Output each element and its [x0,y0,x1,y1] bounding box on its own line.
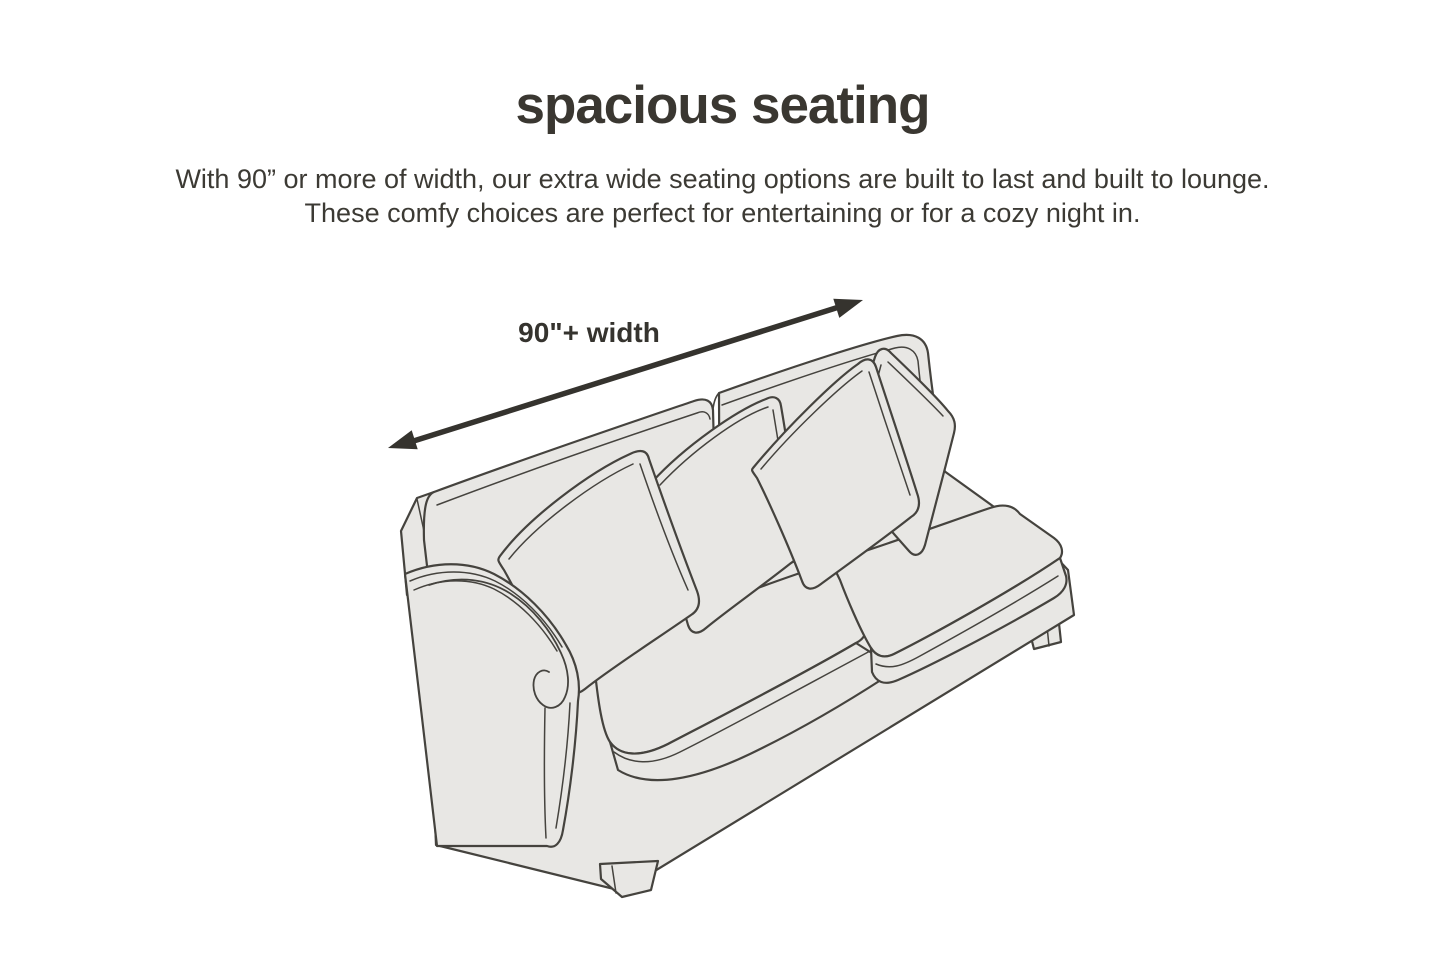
front-foot [600,861,658,897]
description-line-1: With 90” or more of width, our extra wide seating options are built to last and built to lounge. [175,164,1270,194]
page-title: spacious seating [515,76,930,135]
width-arrowhead-right [833,299,863,318]
description-line-2: These comfy choices are perfect for entertaining or for a cozy night in. [304,198,1141,228]
width-label: 90"+ width [518,317,660,348]
width-arrowhead-left [388,430,418,449]
sofa-group [401,335,1074,897]
